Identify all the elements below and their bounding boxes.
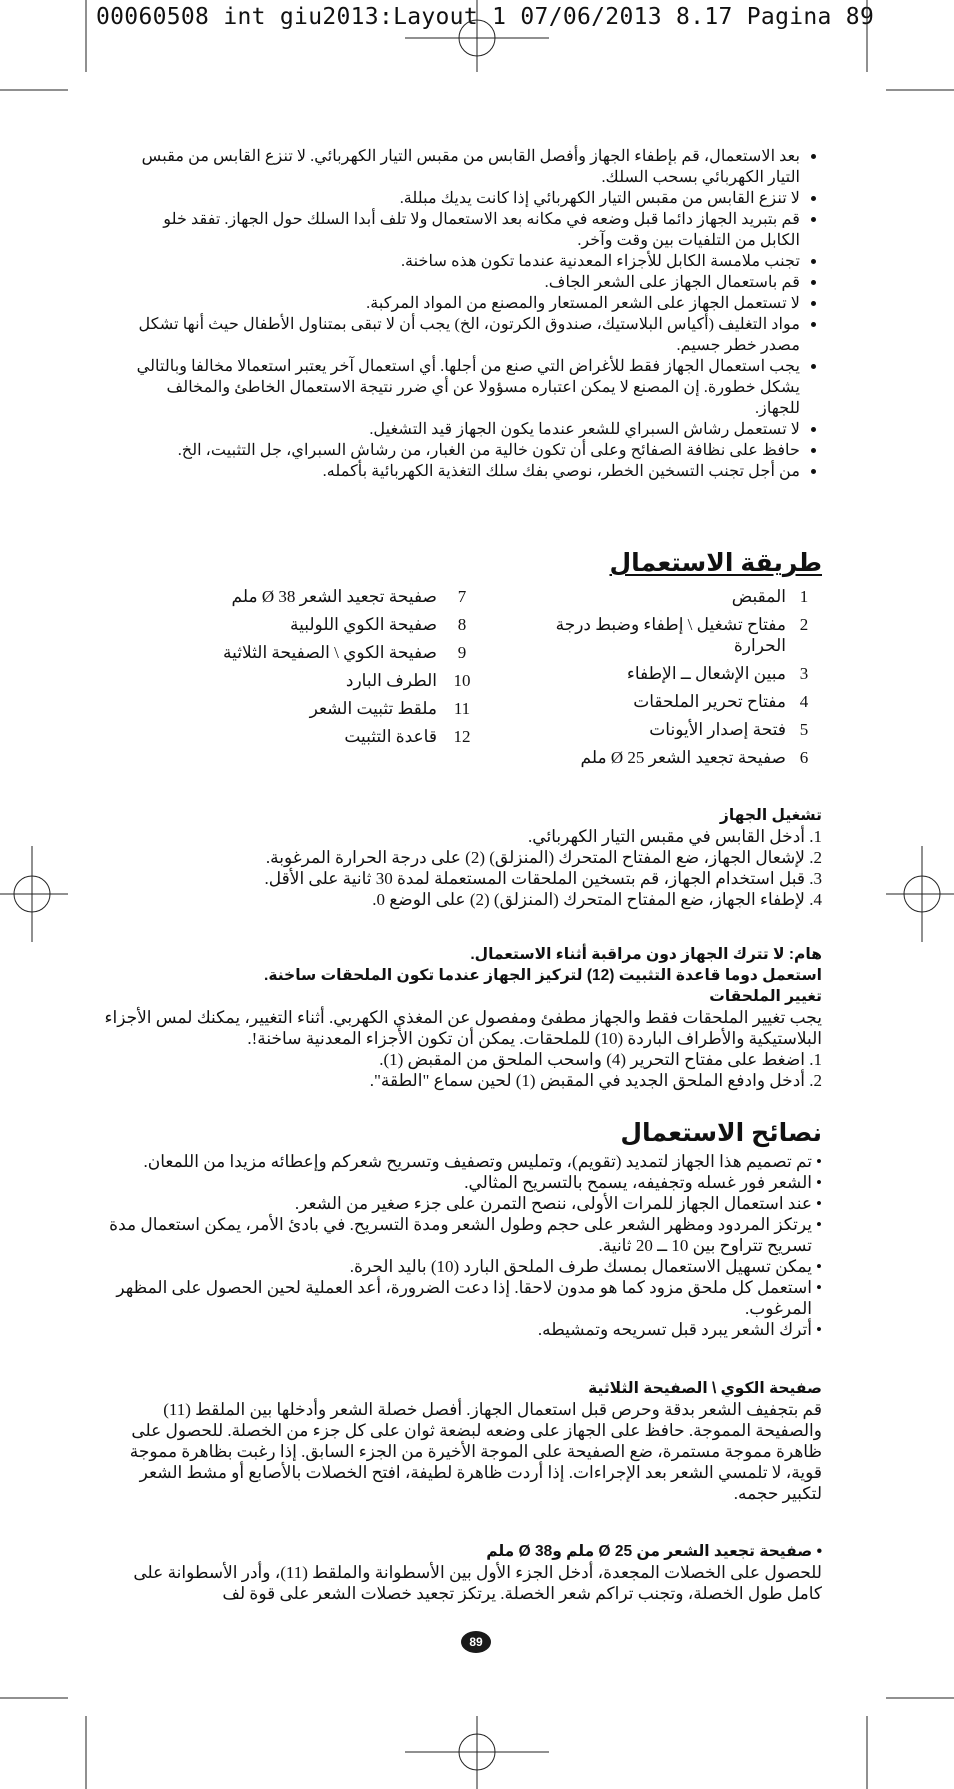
safety-item: • لا تستعمل رشاش السبراي للشعر عندما يكون الجهاز قيد التشغيل. (122, 419, 800, 440)
accessories-paragraph: يجب تغيير الملحقات فقط والجهاز مطفئ ومفصول عن المغذي الكهربي. أثناء التغيير، يمكنك لمس الأجزاء البلاستيكية والأطراف الباردة (10) للملحقات. يمكن أن تكون الأجزاء المعدنية ساخنة!. (104, 1008, 822, 1048)
safety-item: • لا تنزع القابس من مقبس التيار الكهربائي إذا كانت يديك مبللة. (122, 188, 800, 209)
part-row (532, 719, 822, 740)
part-number: 1 (799, 587, 809, 606)
part-name: صفيحة تجعيد الشعر Ø 38 ملم (231, 587, 437, 606)
operation-heading: تشغيل الجهاز (719, 807, 822, 824)
safety-item: • يجب استعمال الجهاز فقط للأغراض التي صنع من أجلها. أي استعمال آخر يعتبر استعمالا مخالفا وبالتالي يشكل خطورة. إن المصنع لا يمكن اعتباره مسؤولا عن أي ضرر نتيجة الاستعمال الخاطئ والمخالف للجهاز. (122, 356, 800, 419)
warning-stand: استعمل دوما قاعدة التثبيت (12) لتركيز الجهاز عندما تكون الملحقات ساخنة. (264, 967, 822, 984)
part-number: 4 (799, 692, 809, 711)
crimper-plate-section (102, 1378, 822, 1504)
part-name: الطرف البارد (345, 671, 437, 690)
part-number: 9 (457, 643, 467, 662)
tip-item: • استعمل كل ملحق مزود كما هو مدون لاحقا. إذا دعت الضرورة، أعد العملية لحين الحصول على المظهر المرغوب. (102, 1277, 822, 1319)
part-number: 5 (799, 720, 809, 739)
part-name: ملقط تثبيت الشعر (309, 699, 437, 718)
part-name: المقبض (731, 587, 786, 606)
safety-item: • من أجل تجنب التسخين الخطر، نوصي بفك سلك التغذية الكهربائية بأكمله. (122, 461, 800, 482)
part-row (182, 586, 487, 607)
curling-plate-section (102, 1541, 822, 1604)
tips-list (102, 1151, 822, 1340)
part-name: فتحة إصدار الأيونات (649, 720, 786, 739)
operation-step: 2. لإشعال الجهاز، ضع المفتاح المتحرك (المنزلق) (2) على درجة الحرارة المرغوبة. (265, 848, 822, 867)
part-number: 12 (453, 727, 471, 746)
part-name: صفيحة تجعيد الشعر Ø 25 ملم (580, 748, 786, 767)
part-name: مبين الإشعال ــ الإطفاء (626, 664, 786, 683)
part-row (532, 614, 822, 656)
operation-steps (102, 826, 822, 910)
tips-section (102, 1151, 822, 1340)
part-number: 10 (453, 671, 471, 690)
accessories-step: 1. اضغط على مفتاح التحرير (4) واسحب الملحق من المقبض (1). (379, 1050, 822, 1069)
parts-column-left (182, 586, 487, 754)
part-name: مفتاح تشغيل \ إطفاء وضبط درجة الحرارة (555, 615, 786, 655)
curling-plate-paragraph: للحصول على الخصلات المجعدة، أدخل الجزء الأول بين الأسطوانة والملقط (11)، وأدر الأسطوانة على كامل طول الخصلة، وتجنب تراكم شعر الخصلة. يرتكز تجعيد خصلات الشعر على قوة لف (133, 1563, 822, 1603)
operation-step: 4. لإطفاء الجهاز، ضع المفتاح المتحرك (المنزلق) (2) على الوضع 0. (372, 890, 822, 909)
part-name: قاعدة التثبيت (344, 727, 437, 746)
page-number-badge: 89 (461, 1631, 491, 1653)
usage-section-title: طريقة الاستعمال (609, 549, 822, 577)
accessories-steps (102, 1049, 822, 1091)
tip-item: • تم تصميم هذا الجهاز لتمديد (تقويم)، وتمليس وتصفيف وتسريح شعركم وإعطائه مزيدا من اللمعان. (102, 1151, 822, 1172)
part-row (532, 691, 822, 712)
part-name: صفيحة الكوي اللولبية (290, 615, 437, 634)
part-row (182, 670, 487, 691)
part-number: 6 (799, 748, 809, 767)
safety-item: • تجنب ملامسة الكابل للأجزاء المعدنية عندما تكون هذه ساخنة. (122, 251, 800, 272)
part-number: 7 (457, 587, 467, 606)
operation-step: 3. قبل استخدام الجهاز، قم بتسخين الملحقات المستعملة لمدة 30 ثانية على الأقل. (264, 869, 822, 888)
tip-item: • يمكن تسهيل الاستعمال بمسك طرف الملحق البارد (10) باليد الحرة. (102, 1256, 822, 1277)
crimper-plate-paragraph: قم بتجفيف الشعر بدقة وحرص قبل استعمال الجهاز. أفصل خصلة الشعر وأدخلها بين الملقط (11) والصفيحة المموجة. حافظ على الجهاز على وضعه لبضعة ثوان على كل جزء من الخصلة. للحصول على ظاهرة مموجة مستمرة، ضع الصفيحة على الموجة الأخيرة من الجزء السابق. إذا رغبت بظاهرة مموجة قوية، لا تلمسي الشعر بعد الإجراءات. إذا أردت ظاهرة لطيفة، افتح الخصلات بالأصابع أو مشط الشعر لتكبير حجمه. (129, 1400, 822, 1503)
part-name: مفتاح تحرير الملحقات (633, 692, 786, 711)
safety-item: • مواد التغليف (أكياس البلاستيك، صندوق الكرتون، الخ) يجب أن لا تبقى بمتناول الأطفال حيث أنها تشكل مصدر خطر جسيم. (122, 314, 800, 356)
tip-item: • يرتكز المردود ومظهر الشعر على حجم وطول الشعر ومدة التسريح. في بادئ الأمر، يمكن استعمال مدة تسريح تتراوح بين 10 ــ 20 ثانية. (102, 1214, 822, 1256)
operation-step: 1. أدخل القابس في مقبس التيار الكهربائي. (528, 827, 822, 846)
tip-item: • الشعر فور غسله وتجفيفه، يسمح بالتسريح المثالي. (102, 1172, 822, 1193)
operation-section (102, 805, 822, 910)
part-row (532, 747, 822, 768)
part-row (182, 642, 487, 663)
tip-item: • أترك الشعر يبرد قبل تسريحه وتمشيطه. (102, 1319, 822, 1340)
part-number: 2 (799, 615, 809, 634)
part-number: 11 (453, 699, 471, 718)
part-row (532, 586, 822, 607)
curling-plate-heading: • صفيحة تجعيد الشعر من Ø 25 ملم وØ 38 ملم (486, 1543, 822, 1560)
safety-item: • لا تستعمل الجهاز على الشعر المستعار والمصنع من المواد المركبة. (122, 293, 800, 314)
part-name: صفيحة الكوي \ الصفيحة الثلاثية (223, 643, 437, 662)
crimper-plate-heading: صفيحة الكوي \ الصفيحة الثلاثية (588, 1380, 822, 1397)
part-number: 8 (457, 615, 467, 634)
part-number: 3 (799, 664, 809, 683)
part-row (182, 614, 487, 635)
accessories-section (102, 944, 822, 1091)
safety-item: • قم بتبريد الجهاز دائما قبل وضعه في مكانه بعد الاستعمال ولا تلف أبدا السلك حول الجهاز. تفقد خلو الكابل من التلفيات بين وقت وآخر. (122, 209, 800, 251)
part-row (182, 726, 487, 747)
safety-instructions (122, 146, 822, 482)
accessories-heading: تغيير الملحقات (709, 988, 822, 1005)
safety-list (122, 146, 822, 482)
accessories-step: 2. أدخل وادفع الملحق الجديد في المقبض (1) لحين سماع "الطقة". (369, 1071, 822, 1090)
parts-column-right (532, 586, 822, 775)
safety-item: • قم باستعمال الجهاز على الشعر الجاف. (122, 272, 800, 293)
part-row (182, 698, 487, 719)
print-slug-header: 00060508 int giu2013:Layout 1 07/06/2013 8.17 Pagina 89 (96, 4, 875, 30)
warning-unattended: هام: لا تترك الجهاز دون مراقبة أثناء الاستعمال. (470, 946, 822, 963)
safety-item: • بعد الاستعمال، قم بإطفاء الجهاز وأفصل القابس من مقبس التيار الكهربائي. لا تنزع القابس من مقبس التيار الكهربائي بسحب السلك. (122, 146, 800, 188)
tips-section-title: نصائح الاستعمال (620, 1119, 822, 1147)
safety-item: • حافظ على نظافة الصفائح وعلى أن تكون خالية من الغبار، من رشاش السبراي، جل التثبيت، الخ. (122, 440, 800, 461)
part-row (532, 663, 822, 684)
tip-item: • عند استعمال الجهاز للمرات الأولى، ننصح التمرن على جزء صغير من الشعر. (102, 1193, 822, 1214)
